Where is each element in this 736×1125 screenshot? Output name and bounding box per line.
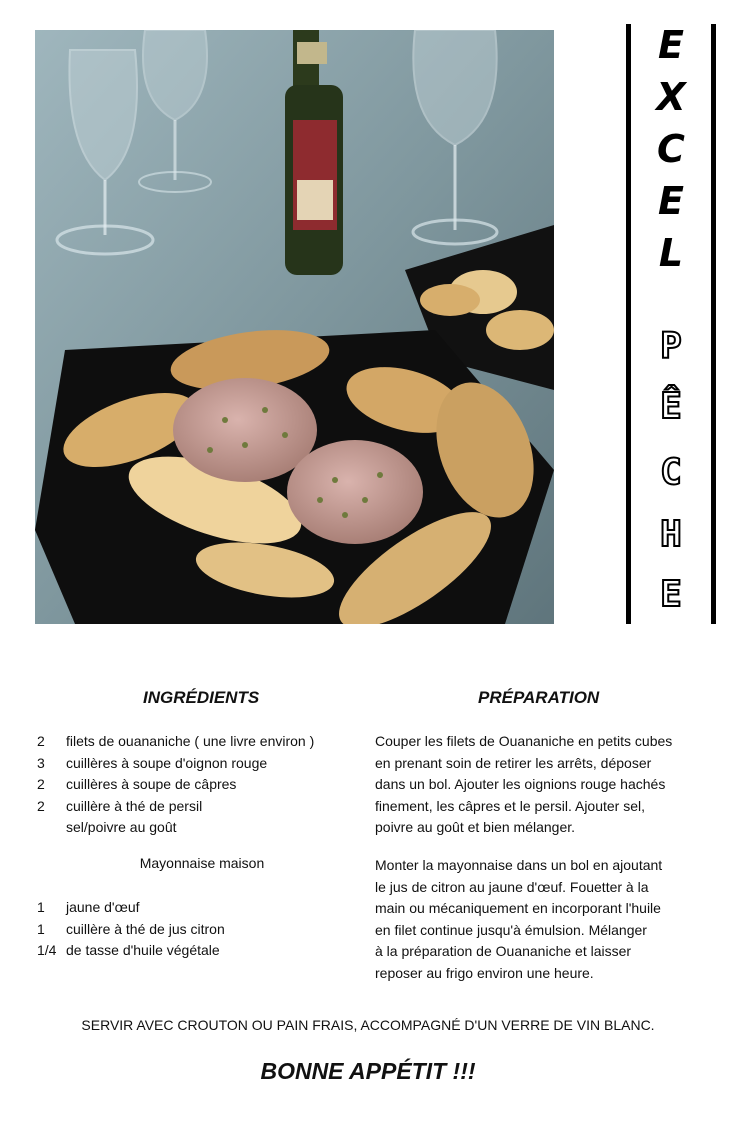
ingredient-text: jaune d'œuf — [66, 899, 140, 915]
preparation-paragraph-1 — [375, 731, 705, 839]
banner-letter: E — [658, 179, 684, 223]
banner-letter: C — [657, 127, 685, 171]
banner-letters — [634, 24, 708, 624]
list-item — [37, 940, 357, 962]
banner-left-bar — [626, 24, 631, 624]
banner-letter: E — [660, 574, 682, 615]
preparation-line: reposer au frigo environ une heure. — [375, 964, 594, 981]
preparation-line: le jus de citron au jaune d'œuf. Fouetter à la — [375, 878, 649, 895]
ingredient-text: de tasse d'huile végétale — [66, 942, 220, 958]
preparation-line: en filet continue jusqu'à émulsion. Mélanger — [375, 921, 647, 938]
food-photo — [35, 30, 554, 624]
food-photo-illustration — [35, 30, 554, 624]
preparation-heading: PRÉPARATION — [478, 688, 600, 707]
ingredient-qty: 3 — [37, 754, 45, 771]
ingredient-qty: 2 — [37, 733, 45, 749]
banner-letter: P — [660, 326, 682, 367]
ingredient-qty: 1/4 — [37, 942, 57, 958]
banner-letter: C — [660, 452, 682, 493]
ingredient-text: cuillères à soupe de câpres — [66, 776, 237, 792]
banner-letter: X — [656, 75, 686, 119]
ingredient-text: cuillère à thé de persil — [66, 797, 203, 814]
ingredient-text: filets de ouananiche ( une livre environ ) — [66, 733, 315, 749]
preparation-line: dans un bol. Ajouter les oignions rouge hachés — [375, 776, 666, 792]
closing-line: BONNE APPÉTIT !!! — [260, 1058, 476, 1084]
list-item — [37, 919, 357, 941]
preparation-line: main ou mécaniquement en incorporant l'huile — [375, 900, 661, 916]
ingredient-text: cuillère à thé de jus citron — [66, 920, 225, 937]
ingredient-qty: 1 — [37, 920, 45, 937]
list-item — [37, 796, 357, 818]
mayonnaise-list — [37, 897, 357, 962]
list-item — [37, 753, 357, 775]
ingredient-qty: 2 — [37, 797, 45, 814]
title-banner — [626, 24, 716, 624]
ingredient-text: cuillères à soupe d'oignon rouge — [66, 754, 268, 771]
ingredients-heading: INGRÉDIENTS — [143, 688, 260, 707]
mayonnaise-subheading: Mayonnaise maison — [139, 855, 265, 871]
preparation-line: poivre au goût et bien mélanger. — [375, 819, 576, 835]
ingredients-list — [37, 731, 357, 839]
preparation-line: en prenant soin de retirer les arrêts, déposer — [375, 754, 652, 771]
preparation-line: à la préparation de Ouananiche et laisser — [375, 943, 632, 959]
ingredient-qty: 1 — [37, 899, 45, 915]
preparation-line: finement, les câpres et le persil. Ajouter sel, — [375, 797, 646, 814]
ingredient-qty — [37, 817, 66, 839]
list-item — [37, 897, 357, 919]
list-item — [37, 731, 357, 753]
banner-letter: E — [658, 23, 684, 67]
banner-letter: Ê — [660, 386, 682, 427]
banner-right-bar — [711, 24, 716, 624]
ingredient-qty: 2 — [37, 776, 45, 792]
banner-letter: H — [660, 514, 682, 555]
serving-suggestion: SERVIR AVEC CROUTON OU PAIN FRAIS, ACCOMPAGNÉ D'UN VERRE DE VIN BLANC. — [81, 1017, 655, 1033]
list-item — [37, 774, 357, 796]
ingredient-text: sel/poivre au goût — [66, 819, 177, 835]
list-item — [37, 817, 357, 839]
preparation-line: Couper les filets de Ouananiche en petits cubes — [375, 733, 673, 749]
preparation-paragraph-2 — [375, 855, 705, 984]
banner-letter: L — [658, 231, 684, 275]
preparation-line: Monter la mayonnaise dans un bol en ajoutant — [375, 857, 663, 873]
